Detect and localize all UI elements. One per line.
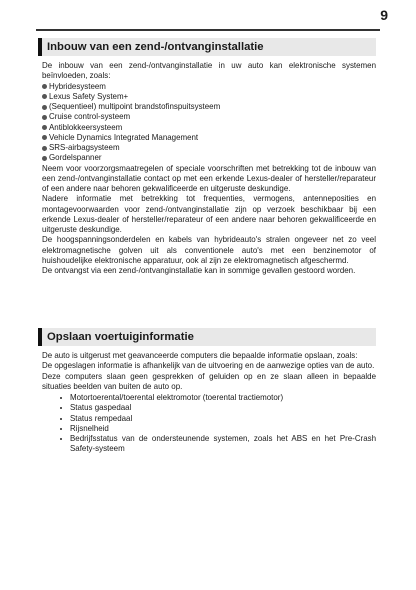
bullet-icon (42, 125, 47, 130)
body-paragraph: Neem voor voorzorgsmaatregelen of speciale voorschriften met betrekking tot de inbouw van een zend-/ontvanginstallatie contact op met een erkende Lexus-dealer of hersteller/reparateur of een andere naar behoren gekwalificeerde en uitgeruste deskundige. (42, 163, 376, 193)
list-item-label: Cruise control-systeem (49, 112, 131, 122)
body-paragraph: De auto is uitgerust met geavanceerde computers die bepaalde informatie opslaan, zoals: (42, 351, 358, 360)
section-heading: Inbouw van een zend-/ontvanginstallatie (38, 38, 376, 56)
body-paragraph: De hoogspanningsonderdelen en kabels van hybrideauto's stralen ongeveer net zo veel elektromagnetische golven uit als conventionele auto's met een benzinemotor of huishoudelijke elektronische apparatuur, ook al zijn ze elektromagnetisch afgeschermd. (42, 235, 376, 265)
list-item (42, 133, 376, 143)
list-item (42, 102, 376, 112)
bullet-icon (42, 84, 47, 89)
list-item (42, 82, 376, 92)
affected-systems-list (42, 82, 376, 164)
list-item-label: Rijsnelheid (70, 423, 109, 433)
section-vehicle-data (38, 328, 376, 455)
list-item-label: (Sequentieel) multipoint brandstofinspuitsysteem (49, 102, 221, 111)
list-item (42, 112, 376, 122)
list-item (60, 424, 376, 434)
list-item-label: Status rempedaal (70, 413, 133, 423)
list-item-label: SRS-airbagsysteem (49, 143, 120, 152)
page-number: 9 (380, 7, 388, 23)
bullet-icon (42, 105, 47, 110)
list-item-label: Hybridesysteem (49, 81, 106, 91)
list-item (60, 403, 376, 413)
body-paragraph: Deze computers slaan geen gesprekken of geluiden op en ze slaan alleen in bepaalde situaties beelden van buiten de auto op. (42, 371, 376, 391)
section-radio-installation (38, 38, 376, 276)
bullet-icon (60, 407, 62, 409)
list-item-label: Antiblokkeersysteem (49, 122, 123, 132)
bullet-icon (42, 94, 47, 99)
list-item-label: Vehicle Dynamics Integrated Management (49, 132, 199, 142)
list-item (42, 123, 376, 133)
list-item (42, 153, 376, 163)
list-item-label: Status gaspedaal (70, 403, 132, 413)
list-item (60, 393, 376, 403)
bullet-icon (42, 156, 47, 161)
body-paragraph: De opgeslagen informatie is afhankelijk van de uitvoering en de aanwezige opties van de auto. (42, 361, 375, 371)
top-rule (36, 29, 380, 31)
section-body (42, 61, 376, 276)
body-paragraph: De ontvangst via een zend-/ontvanginstallatie kan in sommige gevallen gestoord worden. (42, 266, 356, 275)
list-item (60, 434, 376, 455)
list-item (42, 143, 376, 153)
list-item-label: Motortoerental/toerental elektromotor (toerental tractiemotor) (70, 393, 284, 402)
bullet-icon (42, 135, 47, 140)
section-body (42, 351, 376, 455)
bullet-icon (42, 115, 47, 120)
list-item (60, 414, 376, 424)
bullet-icon (60, 397, 62, 399)
section-heading: Opslaan voertuiginformatie (38, 328, 376, 346)
list-item-label: Bedrijfsstatus van de ondersteunende systemen, zoals het ABS en het Pre-Crash Safety-systeem (70, 434, 376, 454)
bullet-icon (60, 438, 62, 440)
list-item-label: Gordelspanner (49, 153, 102, 163)
bullet-icon (42, 146, 47, 151)
intro-paragraph: De inbouw van een zend-/ontvanginstallatie in uw auto kan elektronische systemen beïnvloeden, zoals: (42, 61, 376, 81)
stored-data-list (42, 393, 376, 455)
bullet-icon (60, 418, 62, 420)
body-paragraph: Nadere informatie met betrekking tot frequenties, vermogens, antenneposities en montagevoorwaarden voor zend-/ontvanginstallatie zijn op verzoek beschikbaar bij een erkende Lexus-dealer of hersteller/reparateur of een andere naar behoren gekwalificeerde en uitgeruste deskundige. (42, 194, 376, 234)
list-item-label: Lexus Safety System+ (49, 91, 129, 101)
list-item (42, 92, 376, 102)
bullet-icon (60, 428, 62, 430)
